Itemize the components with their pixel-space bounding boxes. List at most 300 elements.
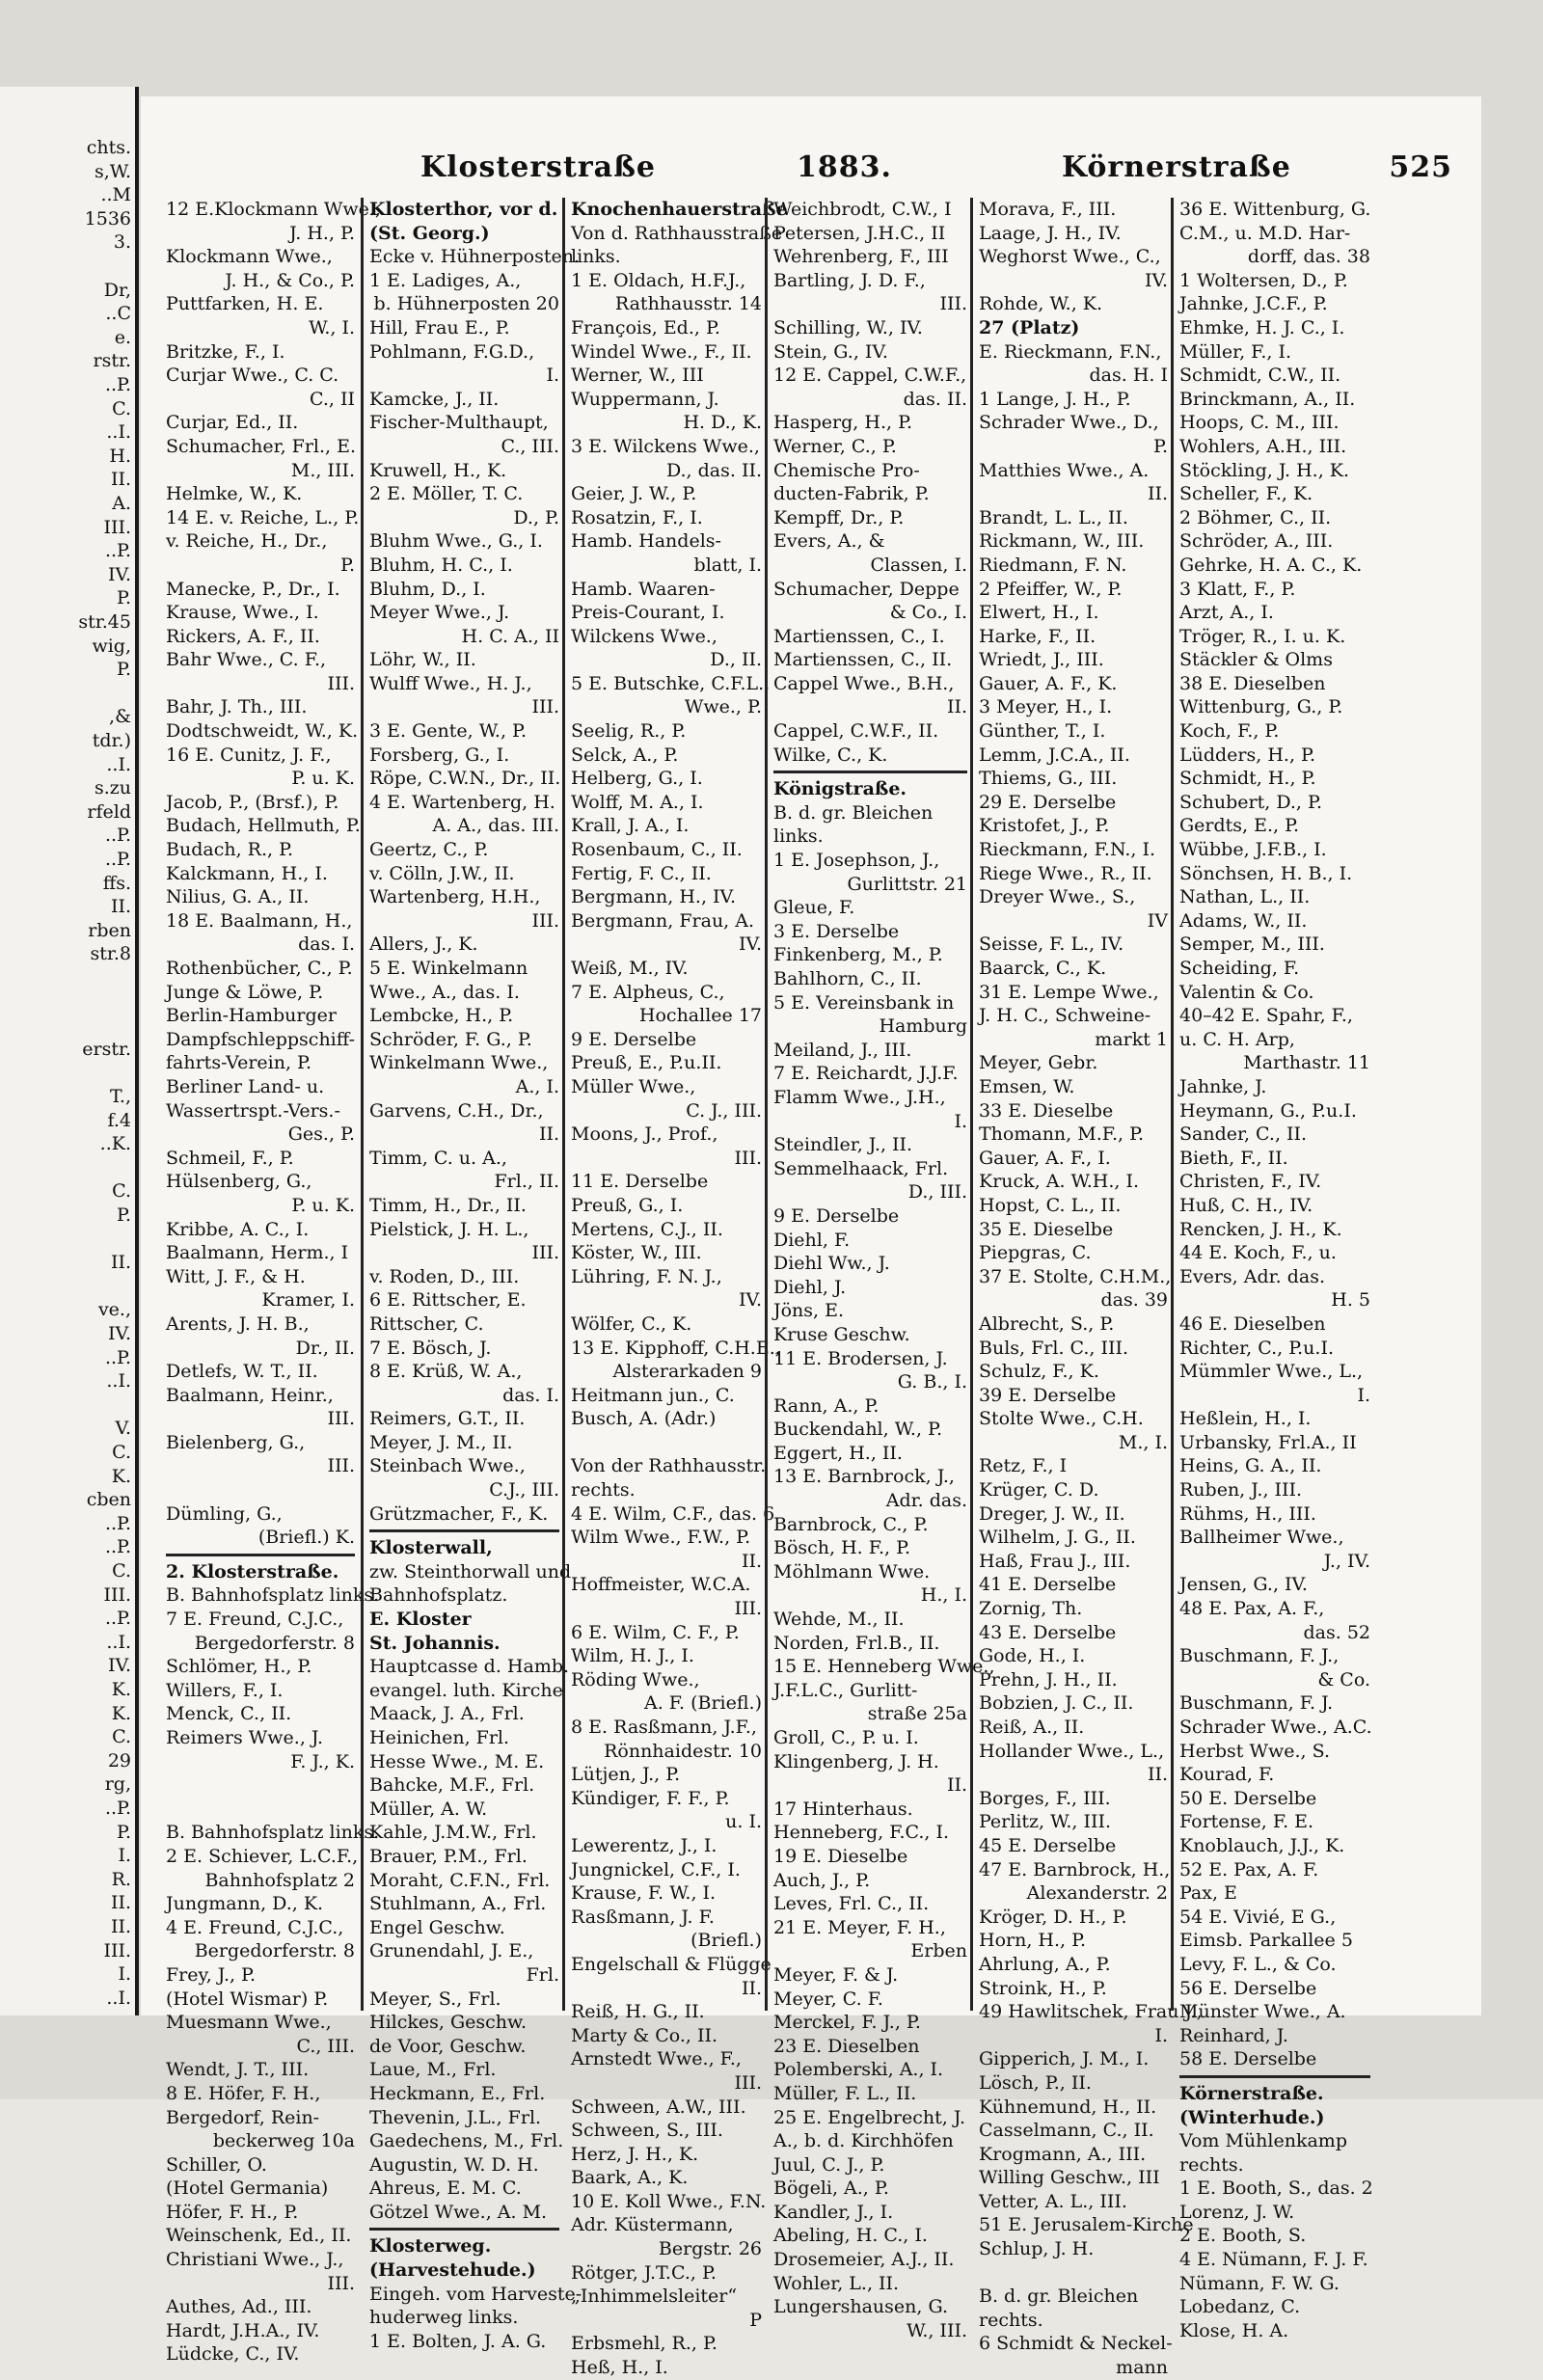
directory-entry: v. Cölln, J.W., II.	[369, 862, 515, 884]
previous-page-fragment: ..P.	[104, 1536, 131, 1558]
directory-entry: Junge & Löwe, P.	[166, 981, 324, 1003]
directory-entry: Nathan, L., II.	[1179, 886, 1311, 908]
directory-entry: Timm, H., Dr., II.	[369, 1194, 527, 1216]
directory-entry: 36 E. Wittenburg, G.	[1179, 199, 1371, 220]
directory-entry: Hollander Wwe., L.,	[979, 1740, 1165, 1762]
directory-entry: Semper, M., III.	[1179, 933, 1325, 956]
directory-entry: Hoops, C. M., III.	[1179, 412, 1340, 434]
directory-entry: Nilius, G. A., II.	[166, 886, 310, 908]
directory-entry: 16 E. Cunitz, J. F.,	[166, 744, 332, 766]
directory-entry: Götzel Wwe., A. M.	[369, 2201, 548, 2223]
directory-entry: Drosemeier, A.J., II.	[773, 2249, 955, 2271]
directory-entry: Brandt, L. L., II.	[979, 506, 1128, 528]
directory-entry: Erben	[910, 1940, 967, 1962]
directory-entry: W., I.	[309, 316, 355, 338]
directory-entry: Rickers, A. F., II.	[166, 625, 320, 647]
directory-entry: III.	[939, 293, 967, 315]
previous-page-fragment: ..I.	[106, 753, 131, 775]
directory-entry: Polemberski, A., I.	[773, 2059, 944, 2081]
directory-entry: A. A., das. III.	[432, 815, 559, 837]
directory-entry: das. I.	[298, 933, 355, 956]
directory-entry: Herz, J. H., K.	[571, 2143, 699, 2165]
street-heading: 27 (Platz)	[979, 316, 1080, 338]
street-heading: Körnerstraße.	[1179, 2082, 1324, 2104]
directory-entry: u. C. H. Arp,	[1179, 1028, 1295, 1050]
directory-entry: Norden, Frl.B., II.	[773, 1632, 940, 1654]
previous-page-fragment: C.	[112, 1180, 131, 1203]
directory-entry: das. 52	[1303, 1621, 1370, 1643]
directory-entry: Wilckens Wwe.,	[571, 625, 717, 647]
directory-entry: Martienssen, C., I.	[773, 625, 945, 647]
directory-entry: 29 E. Derselbe	[979, 791, 1117, 813]
directory-entry: Merckel, F. J., P.	[773, 2012, 921, 2034]
directory-entry: 44 E. Koch, F., u.	[1179, 1242, 1337, 1264]
directory-entry: Stuhlmann, A., Frl.	[369, 1893, 547, 1915]
directory-entry: Stäckler & Olms	[1179, 649, 1333, 671]
directory-entry: Gurlittstr. 21	[847, 873, 967, 895]
directory-entry: Bahr, J. Th., III.	[166, 696, 308, 718]
directory-entry: Stolte Wwe., C.H.	[979, 1408, 1144, 1430]
directory-entry: 4 E. Wartenberg, H.	[369, 791, 555, 813]
directory-entry: 1 E. Ladiges, A.,	[369, 269, 522, 291]
directory-entry: huderweg links.	[369, 2307, 519, 2329]
previous-page-fragment: rg,	[104, 1773, 131, 1796]
directory-entry: 45 E. Derselbe	[979, 1834, 1117, 1856]
previous-page-fragment: str.8	[90, 943, 131, 965]
directory-entry: 7 E. Reichardt, J.J.F.	[773, 1063, 959, 1085]
directory-entry: 18 E. Baalmann, H.,	[166, 909, 353, 932]
directory-entry: Leves, Frl. C., II.	[773, 1893, 930, 1915]
directory-entry: H. D., K.	[683, 412, 762, 434]
directory-entry: Meyer, Gebr.	[979, 1052, 1098, 1074]
directory-entry: Koch, F., P.	[1179, 720, 1280, 743]
directory-entry: Röpe, C.W.N., Dr., II.	[369, 768, 561, 790]
directory-entry: Moons, J., Prof.,	[571, 1123, 718, 1146]
previous-page-fragment: III.	[103, 516, 131, 538]
directory-entry: 21 E. Meyer, F. H.,	[773, 1916, 946, 1938]
directory-entry: b. Hühnerposten 20	[373, 293, 559, 315]
directory-entry: Schröder, F. G., P.	[369, 1028, 532, 1050]
directory-entry: Jensen, G., IV.	[1179, 1574, 1308, 1596]
directory-entry: Kandler, J., I.	[773, 2201, 894, 2223]
directory-entry: Britzke, F., I.	[166, 340, 285, 363]
directory-entry: Reinhard, J.	[1179, 2024, 1288, 2046]
directory-entry: Harke, F., II.	[979, 625, 1096, 647]
directory-entry: Budach, Hellmuth, P.	[166, 815, 361, 837]
directory-entry: Adr. das.	[885, 1490, 967, 1512]
directory-entry: Bahlhorn, C., II.	[773, 968, 922, 989]
directory-entry: Brinckmann, A., II.	[1179, 388, 1356, 410]
directory-entry: Meyer, F. & J.	[773, 1963, 899, 1986]
previous-page-fragment: P.	[117, 1204, 131, 1226]
directory-entry: 1 Woltersen, D., P.	[1179, 269, 1348, 291]
directory-entry: Günther, T., I.	[979, 720, 1106, 743]
directory-entry: Schilling, W., IV.	[773, 316, 923, 338]
directory-entry: Müller, F. L., II.	[773, 2082, 917, 2104]
directory-entry: P	[749, 2309, 762, 2331]
directory-entry: Kamcke, J., II.	[369, 388, 500, 410]
directory-entry: Rann, A., P.	[773, 1394, 880, 1417]
directory-entry: Frl.	[526, 1963, 559, 1986]
directory-entry: Curjar, Ed., II.	[166, 412, 299, 434]
previous-page-fragment: cben	[86, 1489, 131, 1511]
previous-page-fragment: str.45	[78, 611, 131, 633]
directory-entry: Baalmann, Heinr.,	[166, 1384, 334, 1406]
directory-entry: Preis-Courant, I.	[571, 602, 725, 624]
directory-entry: H., I.	[920, 1584, 967, 1607]
directory-entry: Reimers Wwe., J.	[166, 1727, 324, 1748]
directory-entry: Dr., II.	[295, 1337, 355, 1359]
directory-entry: Ecke v. Hühnerposten.	[369, 246, 580, 268]
directory-entry: Frl., II.	[494, 1171, 559, 1193]
previous-page-fragment: C.	[112, 397, 131, 419]
directory-entry: F. J., K.	[290, 1750, 355, 1772]
directory-entry: II.	[946, 696, 967, 718]
directory-entry: Wulff Wwe., H. J.,	[369, 672, 532, 694]
directory-entry: & Co., I.	[889, 602, 967, 624]
directory-entry: IV.	[1145, 269, 1168, 291]
previous-page-fragment: ..K.	[99, 1133, 131, 1155]
directory-entry: 46 E. Dieselben	[1179, 1312, 1326, 1335]
directory-entry: Gaedechens, M., Frl.	[369, 2130, 564, 2152]
previous-page-fragment: rfeld	[87, 800, 131, 823]
directory-entry: Lüdders, H., P.	[1179, 744, 1315, 766]
directory-entry: Willers, F., I.	[166, 1679, 284, 1701]
directory-entry: Jöns, E.	[773, 1300, 845, 1322]
directory-entry: Nümann, F. W. G.	[1179, 2272, 1340, 2294]
directory-entry: Schröder, A., III.	[1179, 530, 1334, 553]
directory-entry: das. II.	[903, 388, 967, 410]
previous-page-fragment: 29	[107, 1749, 131, 1771]
directory-entry: Authes, Ad., III.	[166, 2296, 312, 2318]
directory-entry: Engelschall & Flügge	[571, 1953, 772, 1975]
directory-entry: Stöckling, J. H., K.	[1179, 459, 1350, 481]
directory-entry: Tröger, R., I. u. K.	[1179, 625, 1346, 647]
previous-page-fragment: erstr.	[82, 1038, 131, 1060]
directory-page	[141, 96, 1481, 2379]
directory-entry: 49 Hawlitschek, Frau J.,	[979, 2001, 1203, 2023]
directory-entry: H. C. A., II	[461, 625, 559, 647]
directory-entry: Rosenbaum, C., II.	[571, 839, 743, 861]
directory-entry: Buckendahl, W., P.	[773, 1419, 943, 1441]
directory-entry: Bobzien, J. C., II.	[979, 1692, 1134, 1715]
directory-entry: II.	[946, 1774, 967, 1797]
directory-entry: Ruben, J., III.	[1179, 1479, 1303, 1501]
directory-entry: links.	[571, 246, 621, 268]
directory-entry: das. I.	[502, 1384, 559, 1406]
directory-entry: 6 Schmidt & Neckel-	[979, 2333, 1173, 2355]
directory-entry: 8 E. Krüß, W. A.,	[369, 1361, 523, 1383]
directory-entry: Ballheimer Wwe.,	[1179, 1527, 1344, 1549]
directory-entry: Pielstick, J. H. L.,	[369, 1218, 529, 1240]
directory-entry: Hopst, C. L., II.	[979, 1194, 1122, 1216]
directory-entry: E. Rieckmann, F.N.,	[979, 340, 1162, 363]
directory-entry: Jungmann, D., K.	[166, 1893, 324, 1915]
directory-entry: Flamm Wwe., J.H.,	[773, 1086, 946, 1108]
previous-page-fragment: ..I.	[106, 421, 131, 444]
column-2	[361, 198, 582, 2352]
directory-entry: Arzt, A., I.	[1179, 602, 1274, 624]
directory-entry: (Briefl.)	[690, 1930, 762, 1952]
directory-entry: Bergedorf, Rein-	[166, 2106, 320, 2128]
directory-entry: Lühring, F. N. J.,	[571, 1265, 722, 1287]
directory-entry: Kramer, I.	[261, 1289, 355, 1312]
directory-entry: Rathhausstr. 14	[614, 293, 762, 315]
directory-entry	[160, 1773, 361, 1798]
directory-entry: Chemische Pro-	[773, 459, 920, 481]
directory-entry: Klockmann Wwe.,	[166, 246, 333, 268]
previous-page-fragment: P.	[117, 659, 131, 681]
directory-entry: zw. Steinthorwall und	[369, 1560, 572, 1582]
directory-entry: Scheiding, F.	[1179, 958, 1300, 979]
directory-entry: das. 39	[1100, 1289, 1168, 1312]
directory-entry: Preuß, G., I.	[571, 1194, 684, 1216]
directory-entry: & Co.	[1317, 1668, 1370, 1690]
directory-entry: straße 25a	[867, 1703, 967, 1725]
directory-entry: 2 E. Schiever, L.C.F.,	[166, 1845, 359, 1867]
directory-entry: Finkenberg, M., P.	[773, 944, 943, 966]
directory-entry: Heßlein, H., I.	[1179, 1408, 1312, 1430]
directory-entry: Werner, W., III	[571, 365, 704, 387]
directory-entry: 6 E. Rittscher, E.	[369, 1289, 527, 1312]
previous-page-fragment: C.	[112, 1442, 131, 1463]
directory-entry: markt 1	[1095, 1028, 1168, 1050]
directory-entry: Stroink, H., P.	[979, 1977, 1107, 1999]
directory-entry: Classen, I.	[870, 554, 967, 576]
directory-entry: Muesmann Wwe.,	[166, 2012, 332, 2034]
directory-entry: Pohlmann, F.G.D.,	[369, 340, 535, 363]
previous-page-fragment: R.	[111, 1868, 131, 1890]
directory-entry: 56 E. Derselbe	[1179, 1977, 1317, 1999]
directory-entry: Jacob, P., (Brsf.), P.	[166, 791, 339, 813]
directory-entry: Morava, F., III.	[979, 199, 1117, 220]
directory-entry: Vom Mühlenkamp	[1179, 2130, 1347, 2152]
directory-entry: A., b. d. Kirchhöfen	[773, 2130, 954, 2152]
directory-entry: III.	[531, 696, 559, 718]
directory-entry: Klose, H. A.	[1179, 2319, 1289, 2341]
directory-entry: v. Roden, D., III.	[369, 1265, 520, 1287]
directory-entry: Haß, Frau J., III.	[979, 1550, 1131, 1572]
directory-entry: Bahcke, M.F., Frl.	[369, 1774, 535, 1797]
directory-entry: Abeling, H. C., I.	[773, 2225, 928, 2247]
directory-entry: Bluhm, D., I.	[369, 578, 486, 600]
directory-entry: Moraht, C.F.N., Frl.	[369, 1869, 551, 1891]
directory-entry: Baark, A., K.	[571, 2167, 689, 2189]
previous-page-fragment: I.	[118, 1845, 131, 1867]
directory-entry: 13 E. Kipphoff, C.H.E.,	[571, 1337, 781, 1359]
directory-entry: (Hotel Wismar) P.	[166, 1988, 329, 2010]
directory-entry: Barnbrock, C., P.	[773, 1513, 929, 1535]
directory-entry: Gleue, F.	[773, 897, 855, 919]
section-rule	[773, 771, 967, 773]
directory-entry: Christen, F., IV.	[1179, 1171, 1322, 1193]
directory-entry: Lüdcke, C., IV.	[166, 2343, 300, 2366]
directory-entry: Stein, G., IV.	[773, 340, 888, 363]
previous-page-fragment: H.	[109, 445, 131, 467]
directory-entry: Lembcke, H., P.	[369, 1005, 514, 1027]
directory-entry: Wriedt, J., III.	[979, 649, 1104, 671]
directory-entry: Meyer Wwe., J.	[369, 602, 510, 624]
directory-entry: II.	[1147, 483, 1168, 505]
directory-entry: Windel Wwe., F., II.	[571, 340, 752, 363]
previous-page-fragment: K.	[111, 1702, 131, 1724]
directory-entry: Auch, J., P.	[773, 1869, 871, 1891]
directory-entry: Steindler, J., II.	[773, 1134, 913, 1156]
directory-entry: Rickmann, W., III.	[979, 530, 1145, 553]
directory-entry: Matthies Wwe., A.	[979, 459, 1150, 481]
previous-page-fragment: f.4	[107, 1109, 131, 1131]
column-6	[1171, 198, 1376, 2341]
directory-entry: 2 Pfeiffer, W., P.	[979, 578, 1123, 600]
directory-entry	[160, 1798, 361, 1822]
directory-entry: Hilckes, Geschw.	[369, 2012, 528, 2034]
directory-entry: Kempff, Dr., P.	[773, 506, 905, 528]
directory-entry: Schween, A.W., III.	[571, 2096, 746, 2118]
directory-entry: Heckmann, E., Frl.	[369, 2082, 546, 2104]
directory-entry: Christiani Wwe., J.,	[166, 2249, 344, 2271]
directory-entry: Gode, H., I.	[979, 1645, 1086, 1667]
directory-entry: D., das. II.	[665, 459, 762, 481]
directory-entry: 51 E. Jerusalem-Kirche	[979, 2214, 1194, 2236]
directory-entry: Baarck, C., K.	[979, 958, 1107, 979]
header-year: 1883.	[797, 150, 892, 184]
directory-entry: C., III.	[296, 2035, 355, 2057]
directory-entry: B. Bahnhofsplatz links.	[166, 1822, 380, 1844]
directory-entry: Willing Geschw., III	[979, 2167, 1160, 2189]
directory-entry: J. H., P.	[289, 222, 355, 244]
directory-entry: 19 E. Dieselbe	[773, 1845, 908, 1867]
directory-entry: Weghorst Wwe., C.,	[979, 246, 1161, 268]
directory-entry: III.	[327, 672, 355, 694]
directory-entry: D., III.	[907, 1181, 967, 1204]
directory-entry: ducten-Fabrik, P.	[773, 483, 930, 505]
directory-entry: Eimsb. Parkallee 5	[1179, 1930, 1353, 1952]
directory-entry: Krause, Wwe., I.	[166, 602, 319, 624]
directory-entry: Marthastr. 11	[1243, 1052, 1370, 1074]
directory-entry: Wohlers, A.H., III.	[1179, 435, 1347, 457]
previous-page-fragment: IV.	[108, 1323, 131, 1344]
previous-page-fragment: V.	[115, 1418, 131, 1440]
directory-entry: Gipperich, J. M., I.	[979, 2048, 1150, 2070]
directory-entry: Rasßmann, J. F.	[571, 1906, 715, 1928]
directory-entry: Jungnickel, C.F., I.	[571, 1858, 741, 1880]
directory-entry: 43 E. Derselbe	[979, 1621, 1117, 1643]
directory-entry: Kruwell, H., K.	[369, 459, 507, 481]
directory-entry: III.	[327, 1455, 355, 1477]
directory-entry: Wassertrspt.-Vers.-	[166, 1099, 340, 1122]
previous-page-fragment: rstr.	[93, 350, 131, 372]
directory-entry: 48 E. Pax, A. F.,	[1179, 1598, 1325, 1620]
directory-entry: Buschmann, F. J.	[1179, 1692, 1334, 1715]
directory-entry: Meyer, J. M., II.	[369, 1431, 513, 1453]
directory-entry: Bergedorferstr. 8	[194, 1632, 355, 1654]
directory-entry: 13 E. Barnbrock, J.,	[773, 1466, 955, 1488]
directory-entry: Weinschenk, Ed., II.	[166, 2225, 352, 2247]
directory-entry: Urbansky, Frl.A., II	[1179, 1431, 1357, 1453]
previous-page-fragment: ..P.	[104, 849, 131, 870]
previous-page-fragment: ..P.	[104, 540, 131, 562]
directory-entry: Petersen, J.H.C., II	[773, 222, 946, 244]
directory-entry: Bieth, F., II.	[1179, 1147, 1288, 1169]
previous-page-edge	[0, 87, 139, 2015]
column-5	[970, 198, 1203, 2379]
directory-entry: Marty & Co., II.	[571, 2024, 718, 2046]
previous-page-fragment: ..M	[100, 184, 131, 206]
directory-entry: Wittenburg, G., P.	[1179, 696, 1343, 718]
directory-entry: III.	[734, 1147, 762, 1169]
directory-entry: Perlitz, W., III.	[979, 1811, 1112, 1833]
directory-entry: Thiems, G., III.	[979, 768, 1118, 790]
previous-page-fragment: rben	[88, 919, 131, 941]
directory-entry: 37 E. Stolte, C.H.M.,	[979, 1265, 1172, 1287]
directory-entry: Wwe., P.	[684, 696, 762, 718]
directory-entry: evangel. luth. Kirche	[369, 1679, 563, 1701]
directory-entry: rechts.	[571, 1479, 636, 1501]
previous-page-fragment: 3.	[113, 231, 131, 254]
directory-entry: Martienssen, C., II.	[773, 649, 953, 671]
previous-page-fragment: IV.	[108, 563, 131, 585]
previous-page-fragment: ..P.	[104, 1798, 131, 1819]
directory-entry: 54 E. Vivié, E G.,	[1179, 1906, 1337, 1928]
directory-entry	[973, 2261, 1174, 2285]
directory-entry: Berliner Land- u.	[166, 1075, 325, 1097]
directory-entry: C., III.	[501, 435, 559, 457]
directory-entry: II.	[741, 1977, 762, 1999]
directory-entry: Diehl, J.	[773, 1276, 847, 1298]
directory-entry: Kruse Geschw.	[773, 1323, 910, 1345]
directory-entry: Kourad, F.	[1179, 1764, 1275, 1786]
directory-entry: P.	[1153, 435, 1168, 457]
previous-page-fragment: ..P.	[104, 1346, 131, 1368]
directory-entry: Wilm Wwe., F.W., P.	[571, 1527, 751, 1549]
previous-page-fragment: ..I.	[106, 1631, 131, 1653]
directory-entry: Gauer, A. F., K.	[979, 672, 1118, 694]
directory-entry: das. H. I	[1089, 365, 1168, 387]
directory-entry: 4 E. Nümann, F. J. F.	[1179, 2249, 1368, 2271]
directory-entry: Prehn, J. H., II.	[979, 1668, 1118, 1690]
directory-entry: Schmidt, C.W., II.	[1179, 365, 1341, 387]
directory-entry: Hauptcasse d. Hamb.	[369, 1656, 570, 1678]
directory-entry: Cappel, C.W.F., II.	[773, 720, 939, 743]
directory-entry: Bartling, J. D. F.,	[773, 269, 926, 291]
directory-entry: Juul, C. J., P.	[773, 2153, 885, 2176]
previous-page-fragment: s,W.	[94, 160, 131, 182]
directory-entry: Bahnhofsplatz.	[369, 1584, 508, 1607]
directory-entry: Ges., P.	[287, 1123, 355, 1146]
directory-entry: Schlömer, H., P.	[166, 1656, 312, 1678]
directory-entry: Allers, J., K.	[369, 933, 478, 956]
directory-entry: Schrader Wwe., A.C.	[1179, 1717, 1372, 1738]
previous-page-fragment: III.	[103, 1583, 131, 1606]
directory-entry: 4 E. Wilm, C.F., das. 6	[571, 1502, 775, 1525]
directory-entry: Wilm, H. J., I.	[571, 1645, 694, 1667]
directory-entry: Evers, Adr. das.	[1179, 1265, 1325, 1287]
directory-entry: Diehl Ww., J.	[773, 1253, 890, 1275]
directory-entry: Rencken, J. H., K.	[1179, 1218, 1342, 1240]
directory-entry: 3 Meyer, H., I.	[979, 696, 1113, 718]
directory-entry: Alsterarkaden 9	[612, 1361, 762, 1383]
directory-entry: 35 E. Dieselbe	[979, 1218, 1114, 1240]
directory-entry: Fertig, F. C., II.	[571, 862, 712, 884]
directory-entry: Witt, J. F., & H.	[166, 1265, 306, 1287]
directory-entry: 9 E. Derselbe	[773, 1204, 900, 1227]
directory-entry: 52 E. Pax, A. F.	[1179, 1858, 1319, 1880]
directory-entry: 1 E. Oldach, H.F.J.,	[571, 269, 746, 291]
directory-entry: J., IV.	[1323, 1550, 1370, 1572]
directory-entry: Von d. Rathhausstraße	[571, 222, 783, 244]
directory-entry: 11 E. Brodersen, J.	[773, 1347, 948, 1369]
previous-page-fragment: wig,	[92, 635, 131, 657]
